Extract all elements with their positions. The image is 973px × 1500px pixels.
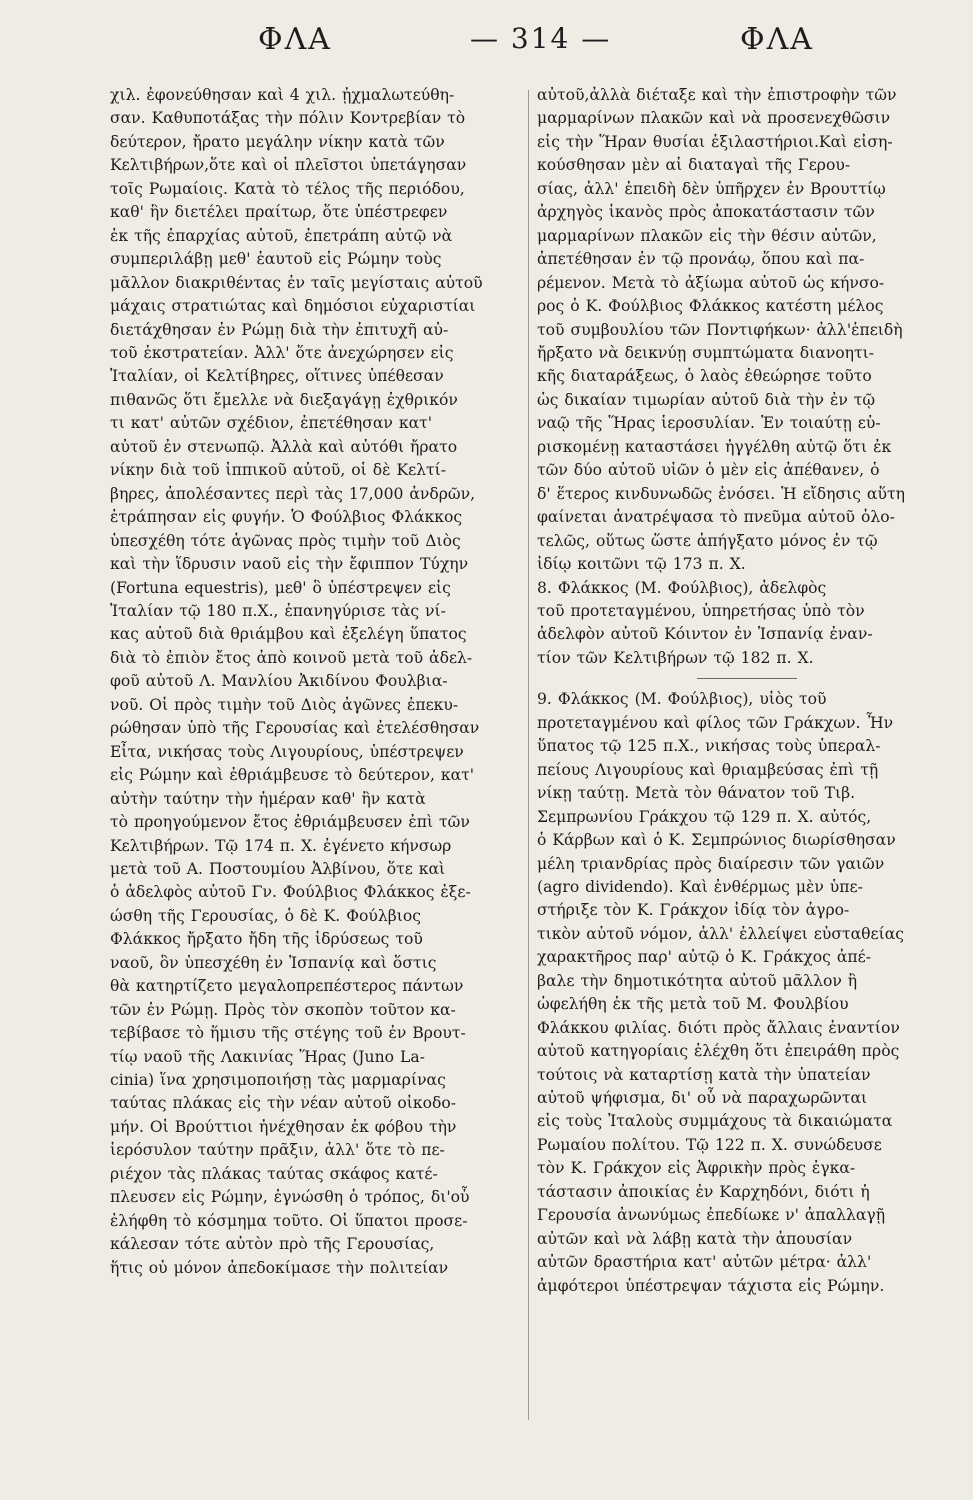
text-line: πιθανῶς ὅτι ἔμελλε νὰ διεξαγάγῃ ἐχθρικόν: [110, 390, 458, 409]
text-line: ἱερόσυλον ταύτην πρᾶξιν, ἀλλ' ὅτε τὸ πε-: [110, 1141, 445, 1160]
text-line: τοῦ ἐκστρατείαν. Ἀλλ' ὅτε ἀνεχώρησεν εἰς: [110, 343, 454, 362]
text-line: ἐτράπησαν εἰς φυγήν. Ὁ Φούλβιος Φλάκκος: [110, 508, 463, 527]
text-line: εἰς Ρώμην καὶ ἐθριάμβευσε τὸ δεύτερον, κατ': [110, 766, 475, 785]
text-line: τῶν ἐν Ρώμῃ. Πρὸς τὸν σκοπὸν τοῦτον κα-: [110, 1000, 456, 1019]
text-line: ὠφελήθη ἐκ τῆς μετὰ τοῦ Μ. Φουλβίου: [537, 995, 849, 1014]
header-left-keyword: ΦΛΑ: [258, 22, 332, 57]
text-line: μαρμαρίνων πλακῶν καὶ νὰ προσενεχθῶσιν: [537, 109, 891, 128]
text-line: δεύτερον, ἤρατο μεγάλην νίκην κατὰ τῶν: [110, 132, 445, 151]
text-line: αὐτοῦ κατηγορίαις ἐλέχθη ὅτι ἐπειράθη πρὸς: [537, 1042, 900, 1061]
text-line: ἀπετέθησαν ἐν τῷ προνάῳ, ὅπου καὶ πα-: [537, 250, 865, 269]
text-line: τι κατ' αὐτῶν σχέδιον, ἐπετέθησαν κατ': [110, 414, 433, 433]
text-line: ἤρξατο νὰ δεικνύῃ συμπτώματα διανοητι-: [537, 343, 875, 362]
page-number: — 314 —: [470, 22, 612, 55]
text-line: Φλάκκος ἤρξατο ἤδη τῆς ἱδρύσεως τοῦ: [110, 930, 423, 949]
text-line: ναῷ τῆς Ἥρας ἱεροσυλίαν. Ἐν τοιαύτῃ εὑ-: [537, 414, 881, 433]
text-line: ὑπεσχέθη τότε ἀγῶνας πρὸς τιμὴν τοῦ Διὸς: [110, 531, 461, 550]
text-line: Γερουσία ἀνωνύμως ἐπεδίωκε ν' ἀπαλλαγῇ: [537, 1206, 886, 1225]
text-line: ἀρχηγὸς ἱκανὸς πρὸς ἀποκατάστασιν τῶν: [537, 203, 875, 222]
text-line: 9. Φλάκκος (Μ. Φούλβιος), υἱὸς τοῦ: [537, 690, 827, 709]
left-column: [110, 84, 522, 1280]
text-line: διετάχθησαν ἐν Ρώμῃ διὰ τὴν ἐπιτυχῆ αὐ-: [110, 320, 449, 339]
entry-separator-rule: [697, 678, 797, 679]
page-header: [0, 22, 973, 72]
text-line: ἀμφότεροι ὑπέστρεψαν τάχιστα εἰς Ρώμην.: [537, 1276, 885, 1295]
text-line: βαλε τὴν δημοτικότητα αὐτοῦ μᾶλλον ἢ: [537, 971, 858, 990]
text-line: συμπεριλάβῃ μεθ' ἑαυτοῦ εἰς Ρώμην τοὺς: [110, 250, 442, 269]
text-line: ρώθησαν ὑπὸ τῆς Γερουσίας καὶ ἐτελέσθησαν: [110, 719, 480, 738]
text-line: μήν. Οἱ Βρούττιοι ἠνέχθησαν ἐκ φόβου τὴν: [110, 1117, 457, 1136]
text-line: τίῳ ναοῦ τῆς Λακινίας Ἥρας (Juno La-: [110, 1047, 425, 1066]
text-line: αὐτὴν ταύτην τὴν ἡμέραν καθ' ἣν κατὰ: [110, 789, 426, 808]
text-line: ὡς δικαίαν τιμωρίαν αὐτοῦ διὰ τὴν ἐν τῷ: [537, 390, 876, 409]
text-line: (Fortuna equestris), μεθ' ὃ ὑπέστρεψεν εἰς: [110, 578, 451, 597]
text-line: θὰ κατηρτίζετο μεγαλοπρεπέστερος πάντων: [110, 977, 464, 996]
text-line: τοῖς Ρωμαίοις. Κατὰ τὸ τέλος τῆς περιόδου,: [110, 179, 465, 198]
text-line: ἐλήφθη τὸ κόσμημα τοῦτο. Οἱ ὕπατοι προσε-: [110, 1211, 468, 1230]
text-line: ὁ ἀδελφὸς αὐτοῦ Γν. Φούλβιος Φλάκκος ἐξε-: [110, 883, 471, 902]
text-line: αὐτῶν καὶ νὰ λάβῃ κατὰ τὴν ἀπουσίαν: [537, 1229, 853, 1248]
text-line: πλευσεν εἰς Ρώμην, ἐγνώσθη ὁ τρόπος, δι'οὗ: [110, 1188, 470, 1207]
text-line: ἐκ τῆς ἐπαρχίας αὐτοῦ, ἐπετράπη αὐτῷ νὰ: [110, 226, 453, 245]
text-line: κας αὐτοῦ διὰ θριάμβου καὶ ἐξελέγη ὕπατος: [110, 625, 467, 644]
text-line: τίον τῶν Κελτιβήρων τῷ 182 π. Χ.: [537, 648, 814, 667]
text-line: τὸν Κ. Γράκχον εἰς Ἀφρικὴν πρὸς ἐγκα-: [537, 1159, 856, 1178]
text-line: ἥτις οὐ μόνον ἀπεδοκίμασε τὴν πολιτείαν: [110, 1258, 449, 1277]
text-line: Εἶτα, νικήσας τοὺς Λιγουρίους, ὑπέστρεψεν: [110, 742, 464, 761]
text-line: κάλεσαν τότε αὐτὸν πρὸ τῆς Γερουσίας,: [110, 1235, 435, 1254]
text-line: ρισκομένῃ καταστάσει ἠγγέλθη αὐτῷ ὅτι ἐκ: [537, 437, 892, 456]
text-line: τεβίβασε τὸ ἥμισυ τῆς στέγης τοῦ ἐν Βρουτ-: [110, 1024, 466, 1043]
text-line: ρέμενον. Μετὰ τὸ ἀξίωμα αὐτοῦ ὡς κήνσο-: [537, 273, 885, 292]
text-line: Ρωμαίου πολίτου. Τῷ 122 π. Χ. συνώδευσε: [537, 1135, 882, 1154]
text-line: τούτοις νὰ καταρτίσῃ κατὰ τὴν ὑπατείαν: [537, 1065, 871, 1084]
text-line: αὐτοῦ ἐν στενωπῷ. Ἀλλὰ καὶ αὐτόθι ἤρατο: [110, 437, 458, 456]
text-line: Σεμπρωνίου Γράκχου τῷ 129 π. Χ. αὐτός,: [537, 807, 872, 826]
text-line: Κελτιβήρων. Τῷ 174 π. Χ. ἐγένετο κήνσωρ: [110, 836, 452, 855]
text-line: 8. Φλάκκος (Μ. Φούλβιος), ἀδελφὸς: [537, 578, 827, 597]
text-line: εἰς τὴν Ἥραν θυσίαι ἐξιλαστήριοι.Καὶ εἰση-: [537, 132, 893, 151]
text-line: καθ' ἣν διετέλει πραίτωρ, ὅτε ὑπέστρεφεν: [110, 203, 448, 222]
text-line: χιλ. ἐφονεύθησαν καὶ 4 χιλ. ᾐχμαλωτεύθη-: [110, 86, 455, 104]
text-line: μάχαις στρατιώτας καὶ δημόσιοι εὐχαριστίαι: [110, 297, 476, 316]
text-line: τῶν δύο αὐτοῦ υἱῶν ὁ μὲν εἰς ἀπέθανεν, ὁ: [537, 461, 880, 480]
text-line: φαίνεται ἀνατρέψασα τὸ πνεῦμα αὐτοῦ ὁλο-: [537, 508, 895, 527]
text-line: ἀδελφὸν αὐτοῦ Κόιντον ἐν Ἱσπανίᾳ ἐναν-: [537, 625, 873, 644]
text-line: φοῦ αὐτοῦ Λ. Μανλίου Ἀκιδίνου Φουλβια-: [110, 672, 448, 691]
text-line: Ἰταλίαν, οἱ Κελτίβηρες, οἵτινες ὑπέθεσαν: [110, 367, 444, 386]
text-line: βηρες, ἀπολέσαντες περὶ τὰς 17,000 ἀνδρῶν,: [110, 484, 476, 503]
text-line: ἰδίῳ κοιτῶνι τῷ 173 π. Χ.: [537, 555, 746, 574]
header-right-keyword: ΦΛΑ: [740, 22, 814, 57]
text-line: προτεταγμένου καὶ φίλος τῶν Γράκχων. Ἦν: [537, 713, 894, 732]
text-line: αὐτοῦ,ἀλλὰ διέταξε καὶ τὴν ἐπιστροφὴν τῶν: [537, 86, 897, 104]
text-line: τικὸν αὐτοῦ νόμον, ἀλλ' ἐλλείψει εὐσταθείας: [537, 924, 905, 943]
text-line: μᾶλλον διακριθέντας ἐν ταῖς μεγίσταις αὐτοῦ: [110, 273, 483, 292]
text-line: δ' ἕτερος κινδυνωδῶς ἐνόσει. Ἡ εἴδησις αὕτη: [537, 484, 905, 503]
text-line: στήριξε τὸν Κ. Γράκχον ἰδίᾳ τὸν ἀγρο-: [537, 901, 850, 920]
text-line: Φλάκκου φιλίας. διότι πρὸς ἄλλαις ἐναντίον: [537, 1018, 900, 1037]
text-line: ὁ Κάρβων καὶ ὁ Κ. Σεμπρώνιος διωρίσθησαν: [537, 831, 896, 850]
text-line: κῆς διαταράξεως, ὁ λαὸς ἐθεώρησε τοῦτο: [537, 367, 872, 386]
text-line: σαν. Καθυποτάξας τὴν πόλιν Κοντρεβίαν τὸ: [110, 109, 466, 128]
text-line: καὶ τὴν ἵδρυσιν ναοῦ εἰς τὴν ἔφιππον Τύχην: [110, 555, 469, 574]
text-line: πείους Λιγουρίους καὶ θριαμβεύσας ἐπὶ τῇ: [537, 760, 879, 779]
text-line: κούσθησαν μὲν αἱ διαταγαὶ τῆς Γερου-: [537, 156, 851, 175]
text-line: τελῶς, οὕτως ὥστε ἀπήγξατο μόνος ἐν τῷ: [537, 531, 878, 550]
text-line: διὰ τὸ ἐπιὸν ἔτος ἀπὸ κοινοῦ μετὰ τοῦ ἀδελ-: [110, 648, 473, 667]
text-line: νίκην διὰ τοῦ ἱππικοῦ αὐτοῦ, οἱ δὲ Κελτί-: [110, 461, 447, 480]
right-column-entry-7-continued: [537, 84, 955, 670]
text-line: τοῦ συμβουλίου τῶν Ποντιφήκων· ἀλλ'ἐπειδὴ: [537, 320, 903, 339]
text-line: (agro dividendo). Καὶ ἐνθέρμως μὲν ὑπε-: [537, 877, 863, 896]
text-line: εἰς τοὺς Ἰταλοὺς συμμάχους τὰ δικαιώματα: [537, 1112, 893, 1131]
column-divider: [528, 90, 529, 1420]
text-line: τοῦ προτεταγμένου, ὑπηρετήσας ὑπὸ τὸν: [537, 601, 865, 620]
text-line: νοῦ. Οἱ πρὸς τιμὴν τοῦ Διὸς ἀγῶνες ἐπεκυ-: [110, 695, 459, 714]
text-line: σίας, ἀλλ' ἐπειδὴ δὲν ὑπῆρχεν ἐν Βρουττίῳ: [537, 179, 886, 198]
right-column: [537, 84, 955, 1298]
text-line: Ἰταλίαν τῷ 180 π.Χ., ἐπανηγύρισε τὰς νί-: [110, 601, 446, 620]
text-line: μαρμαρίνων πλακῶν εἰς τὴν θέσιν αὐτῶν,: [537, 226, 877, 245]
text-line: ριέχον τὰς πλάκας ταύτας σκάφος κατέ-: [110, 1164, 438, 1183]
text-line: Κελτιβήρων,ὅτε καὶ οἱ πλεῖστοι ὑπετάγησαν: [110, 156, 467, 175]
text-line: μετὰ τοῦ Α. Ποστουμίου Ἀλβίνου, ὅτε καὶ: [110, 859, 446, 878]
text-line: μέλη τριανδρίας πρὸς διαίρεσιν τῶν γαιῶν: [537, 854, 885, 873]
text-line: ώσθη τῆς Γερουσίας, ὁ δὲ Κ. Φούλβιος: [110, 906, 421, 925]
text-line: ὕπατος τῷ 125 π.Χ., νικήσας τοὺς ὑπεραλ-: [537, 737, 881, 756]
text-line: cinia) ἵνα χρησιμοποιήσῃ τὰς μαρμαρίνας: [110, 1071, 446, 1090]
text-line: αὐτοῦ ψήφισμα, δι' οὗ νὰ παραχωρῶνται: [537, 1089, 868, 1108]
text-line: τὸ προηγούμενον ἔτος ἐθριάμβευσεν ἐπὶ τῶν: [110, 813, 470, 832]
text-line: ταύτας πλάκας εἰς τὴν νέαν αὐτοῦ οἰκοδο-: [110, 1094, 457, 1113]
text-line: τάστασιν ἀποικίας ἐν Καρχηδόνι, διότι ἡ: [537, 1182, 870, 1201]
text-line: χαρακτῆρος παρ' αὐτῷ ὁ Κ. Γράκχος ἀπέ-: [537, 948, 871, 967]
text-line: αὐτῶν δραστήρια κατ' αὐτῶν μέτρα· ἀλλ': [537, 1253, 872, 1272]
right-column-entry-9: [537, 688, 955, 1298]
text-line: ρος ὁ Κ. Φούλβιος Φλάκκος κατέστη μέλος: [537, 297, 884, 316]
text-line: νίκῃ ταύτῃ. Μετὰ τὸν θάνατον τοῦ Τιβ.: [537, 784, 856, 803]
text-line: ναοῦ, ὃν ὑπεσχέθη ἐν Ἱσπανίᾳ καὶ ὅστις: [110, 953, 437, 972]
